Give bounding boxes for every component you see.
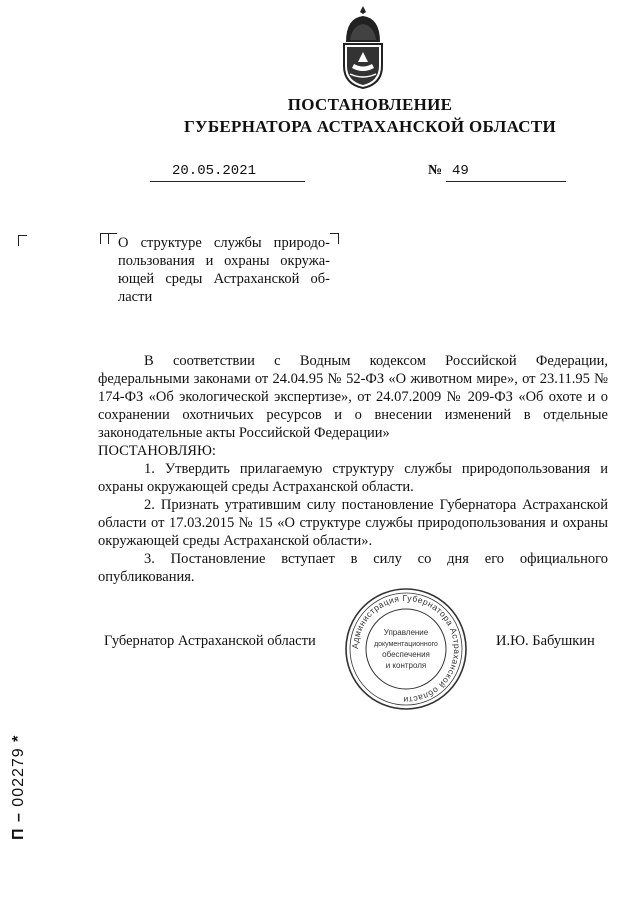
side-serial	[10, 735, 28, 840]
stamp-center-line-1: Управление	[383, 628, 429, 637]
stamp-center-line-2: документационного	[374, 641, 438, 648]
decree-word: ПОСТАНОВЛЯЮ:	[98, 443, 216, 459]
official-stamp	[342, 585, 470, 713]
document-number: 49	[452, 163, 469, 179]
number-underline	[446, 181, 566, 182]
item-1: 1. Утвердить прилагаемую структуру службы природопользования и охраны окружающей среды Астраханской области.	[98, 461, 608, 495]
document-body	[98, 352, 608, 586]
preamble-paragraph: В соответствии с Водным кодексом Российской Федерации, федеральными законами от 24.04.95 № 52-ФЗ «О животном мире», от 23.11.95 № 174-ФЗ «Об экологической экспертизе», от 24.07.2009 № 209-ФЗ «Об охоте и о сохранении охотничьих ресурсов и о внесении изменений в отдельные законодательные акты Российской Федерации»	[98, 353, 608, 441]
item-2: 2. Признать утратившим силу постановление Губернатора Астраханской области от 17.03.2015 № 15 «О структуре службы природопользования и охраны окружающей среды Астраханской области».	[98, 497, 608, 549]
document-date: 20.05.2021	[172, 163, 257, 179]
signatory-position: Губернатор Астраханской области	[104, 633, 316, 649]
coat-of-arms-emblem	[338, 4, 388, 90]
number-label: №	[428, 163, 443, 178]
document-type-title: ПОСТАНОВЛЕНИЕ	[287, 95, 453, 114]
subject-corner-left-inner	[108, 233, 117, 244]
date-underline	[150, 181, 305, 182]
stamp-center-line-3: обеспечения	[382, 650, 430, 659]
svg-text:Администрация Губернатора Астр	[350, 593, 462, 705]
item-3: 3. Постановление вступает в силу со дня его официального опубликования.	[98, 551, 608, 585]
document-subject: О структуре службы природо-пользования и охраны окружа-ющей среды Астраханской об-ласти	[118, 235, 330, 305]
side-serial-number: 002279	[10, 747, 27, 807]
side-serial-prefix: П –	[10, 812, 27, 840]
stamp-ring-text: Администрация Губернатора Астраханской области	[349, 592, 463, 706]
stamp-center-line-4: и контроля	[385, 661, 427, 670]
corner-mark-left	[18, 235, 27, 246]
issuer-title: ГУБЕРНАТОРА АСТРАХАНСКОЙ ОБЛАСТИ	[183, 117, 557, 136]
side-serial-mark: *	[10, 734, 27, 742]
signatory-name: И.Ю. Бабушкин	[496, 633, 595, 649]
subject-corner-right	[330, 233, 339, 244]
